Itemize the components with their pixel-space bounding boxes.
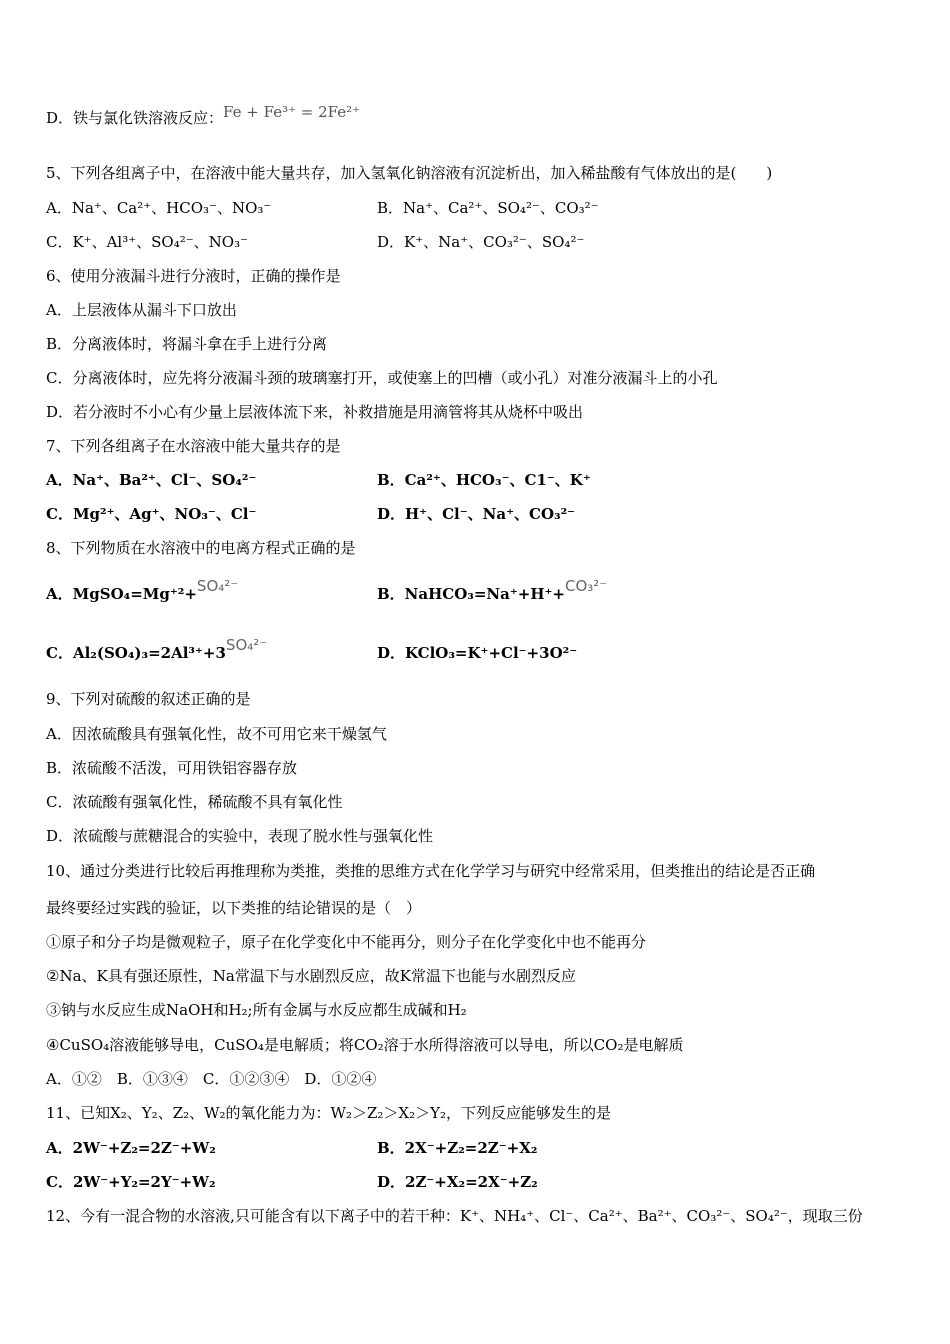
q8-option-c-ion-image: SO₄²⁻ — [225, 636, 268, 654]
q9-option-a: A．因浓硫酸具有强氧化性，故不可用它来干燥氢气 — [46, 725, 387, 743]
q10-stem-line2: 最终要经过实践的验证，以下类推的结论错误的是（ ） — [46, 899, 422, 917]
q10-stem-line1: 10、通过分类进行比较后再推理称为类推，类推的思维方式在化学学习与研究中经常采用，但类推出的结论是否正确 — [46, 862, 816, 880]
q12-stem: 12、今有一混合物的水溶液,只可能含有以下离子中的若干种：K⁺、NH₄⁺、Cl⁻、Ca²⁺、Ba²⁺、CO₃²⁻、SO₄²⁻，现取三份 — [46, 1207, 863, 1225]
q8-option-c — [46, 636, 268, 663]
q10-statement-1: ①原子和分子均是微观粒子，原子在化学变化中不能再分，则分子在化学变化中也不能再分 — [46, 933, 647, 951]
q5-option-d: D．K⁺、Na⁺、CO₃²⁻、SO₄²⁻ — [377, 233, 585, 251]
q4-option-d — [46, 103, 361, 128]
q6-option-d: D．若分液时不小心有少量上层液体流下来，补救措施是用滴管将其从烧杯中吸出 — [46, 403, 584, 421]
q10-statement-3: ③钠与水反应生成NaOH和H₂;所有金属与水反应都生成碱和H₂ — [46, 1001, 467, 1019]
q4-option-d-equation-image: Fe + Fe³⁺ = 2Fe²⁺ — [223, 103, 361, 121]
q5-stem: 5、下列各组离子中，在溶液中能大量共存，加入氢氧化钠溶液有沉淀析出，加入稀盐酸有气体放出的是( ) — [46, 164, 773, 182]
q11-option-b: B．2X⁻+Z₂=2Z⁻+X₂ — [377, 1139, 538, 1157]
q8-option-b-ion-image: CO₃²⁻ — [565, 577, 608, 595]
q5-option-b: B．Na⁺、Ca²⁺、SO₄²⁻、CO₃²⁻ — [377, 199, 599, 217]
q7-option-a: A．Na⁺、Ba²⁺、Cl⁻、SO₄²⁻ — [46, 471, 257, 489]
q10-statement-2: ②Na、K具有强还原性，Na常温下与水剧烈反应，故K常温下也能与水剧烈反应 — [46, 967, 576, 985]
q8-option-d: D．KClO₃=K⁺+Cl⁻+3O²⁻ — [377, 644, 578, 662]
q11-option-a: A．2W⁻+Z₂=2Z⁻+W₂ — [46, 1139, 216, 1157]
q11-stem: 11、已知X₂、Y₂、Z₂、W₂的氧化能力为：W₂＞Z₂＞X₂＞Y₂，下列反应能够发生的是 — [46, 1104, 612, 1122]
q9-option-b: B．浓硫酸不活泼，可用铁铝容器存放 — [46, 759, 298, 777]
q8-option-a-ion-image: SO₄²⁻ — [196, 577, 239, 595]
q5-option-a: A．Na⁺、Ca²⁺、HCO₃⁻、NO₃⁻ — [46, 199, 272, 217]
q8-option-c-text: C．Al₂(SO₄)₃=2Al³⁺+3 — [46, 644, 226, 662]
q9-option-d: D．浓硫酸与蔗糖混合的实验中，表现了脱水性与强氧化性 — [46, 827, 434, 845]
q7-option-d: D．H⁺、Cl⁻、Na⁺、CO₃²⁻ — [377, 505, 576, 523]
q6-option-a: A．上层液体从漏斗下口放出 — [46, 301, 237, 319]
q4-option-d-text: D．铁与氯化铁溶液反应： — [46, 109, 224, 127]
q6-stem: 6、使用分液漏斗进行分液时，正确的操作是 — [46, 267, 341, 285]
q6-option-b: B．分离液体时，将漏斗拿在手上进行分离 — [46, 335, 328, 353]
q5-option-c: C．K⁺、Al³⁺、SO₄²⁻、NO₃⁻ — [46, 233, 249, 251]
q8-option-b — [377, 577, 608, 604]
q10-options: A．①② B．①③④ C．①②③④ D．①②④ — [46, 1070, 377, 1088]
q8-stem: 8、下列物质在水溶液中的电离方程式正确的是 — [46, 539, 356, 557]
q8-option-a — [46, 577, 239, 604]
q8-option-b-text: B．NaHCO₃=Na⁺+H⁺+ — [377, 585, 565, 603]
q11-option-c: C．2W⁻+Y₂=2Y⁻+W₂ — [46, 1173, 216, 1191]
q7-option-b: B．Ca²⁺、HCO₃⁻、C1⁻、K⁺ — [377, 471, 591, 489]
q7-option-c: C．Mg²⁺、Ag⁺、NO₃⁻、Cl⁻ — [46, 505, 257, 523]
q8-option-a-text: A．MgSO₄=Mg⁺²+ — [46, 585, 197, 603]
q9-option-c: C．浓硫酸有强氧化性，稀硫酸不具有氧化性 — [46, 793, 343, 811]
q6-option-c: C．分离液体时，应先将分液漏斗颈的玻璃塞打开，或使塞上的凹槽（或小孔）对准分液漏斗上的小孔 — [46, 369, 718, 387]
q10-statement-4: ④CuSO₄溶液能够导电，CuSO₄是电解质；将CO₂溶于水所得溶液可以导电，所以CO₂是电解质 — [46, 1036, 684, 1054]
q11-option-d: D．2Z⁻+X₂=2X⁻+Z₂ — [377, 1173, 538, 1191]
q7-stem: 7、下列各组离子在水溶液中能大量共存的是 — [46, 437, 341, 455]
q9-stem: 9、下列对硫酸的叙述正确的是 — [46, 690, 251, 708]
